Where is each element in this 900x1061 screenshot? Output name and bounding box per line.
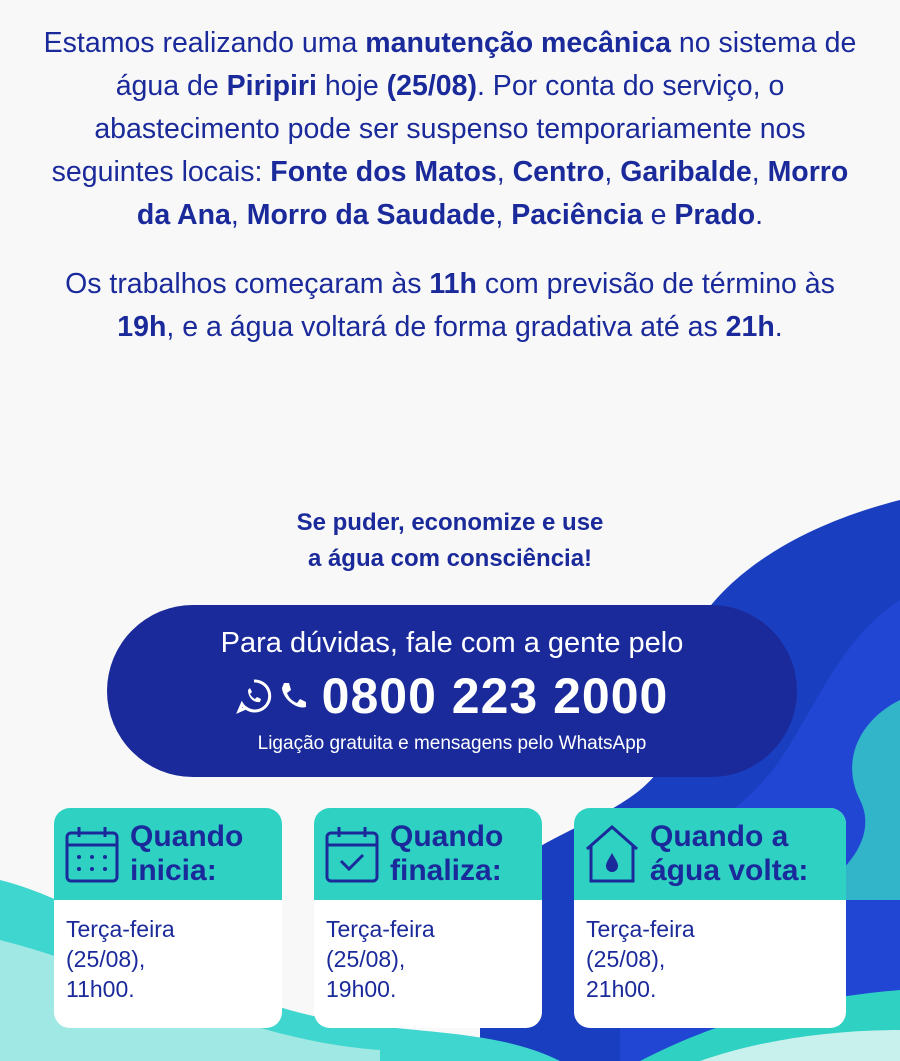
card-body <box>574 900 846 1004</box>
intro-text-segment: Os trabalhos começaram às <box>65 268 430 300</box>
card-date: (25/08), <box>586 946 666 972</box>
end-time: 19h <box>117 311 167 343</box>
location-name: Garibalde <box>620 156 752 188</box>
card-title-line-1: Quando <box>130 820 244 853</box>
phone-number[interactable]: 0800 223 2000 <box>321 668 669 724</box>
separator: , <box>751 156 768 188</box>
phone-icon <box>278 680 308 712</box>
card-end <box>314 808 542 1028</box>
separator: . <box>755 199 764 231</box>
card-body <box>54 900 282 1004</box>
intro-text-segment: . Por conta do serviço, o abastecimento pode ser suspenso temporariamente nos seguintes locais: <box>51 70 806 188</box>
card-title-line-2: inicia: <box>130 854 217 887</box>
phone-row <box>107 667 797 725</box>
card-time: 11h00. <box>66 976 135 1002</box>
card-title <box>390 820 503 888</box>
location-name: Prado <box>674 199 756 231</box>
card-day: Terça-feira <box>326 916 435 942</box>
separator: , <box>604 156 621 188</box>
intro-paragraph-2 <box>40 263 860 349</box>
card-day: Terça-feira <box>586 916 695 942</box>
card-time: 21h00. <box>586 976 657 1002</box>
location-name: Fonte dos Matos <box>270 156 497 188</box>
contact-banner <box>107 605 797 777</box>
intro-text-segment: com previsão de término às <box>476 268 835 300</box>
start-time: 11h <box>429 268 477 300</box>
return-time: 21h <box>725 311 775 343</box>
location-name: Morro da Saudade <box>246 199 496 231</box>
separator: e <box>642 199 675 231</box>
intro-text-segment: , e a água voltará de forma gradativa até as <box>166 311 726 343</box>
location-name: Morro da Ana <box>136 156 849 231</box>
intro-text-segment: no sistema de água de <box>115 27 857 102</box>
tip-line-1: Se puder, economize e use <box>296 509 604 536</box>
card-title-line-2: água volta: <box>650 854 809 887</box>
intro-text <box>40 22 860 349</box>
card-title <box>130 820 243 888</box>
calendar-check-icon <box>324 823 380 885</box>
card-time: 19h00. <box>326 976 397 1002</box>
separator: , <box>230 199 247 231</box>
whatsapp-icon <box>236 678 272 714</box>
intro-bold-segment: Piripiri <box>226 70 317 102</box>
card-header <box>54 808 282 900</box>
tip-line-2: a água com consciência! <box>307 545 593 572</box>
card-header <box>314 808 542 900</box>
contact-icons <box>236 678 308 714</box>
card-return <box>574 808 846 1028</box>
card-start <box>54 808 282 1028</box>
card-title-line-1: Quando <box>390 820 504 853</box>
save-water-tip <box>0 505 900 577</box>
location-name: Paciência <box>511 199 643 231</box>
card-title <box>650 820 808 888</box>
separator: . <box>774 311 783 343</box>
intro-bold-segment: (25/08) <box>386 70 477 102</box>
intro-paragraph-1 <box>40 22 860 237</box>
contact-lead: Para dúvidas, fale com a gente pelo <box>220 627 684 659</box>
intro-text-segment: Estamos realizando uma <box>43 27 366 59</box>
separator: , <box>496 156 513 188</box>
card-title-line-1: Quando a <box>650 820 789 853</box>
calendar-icon <box>64 823 120 885</box>
card-date: (25/08), <box>326 946 406 972</box>
intro-bold-segment: manutenção mecânica <box>365 27 671 59</box>
card-header <box>574 808 846 900</box>
card-day: Terça-feira <box>66 916 175 942</box>
contact-note: Ligação gratuita e mensagens pelo WhatsApp <box>257 733 647 754</box>
card-title-line-2: finaliza: <box>390 854 502 887</box>
card-date: (25/08), <box>66 946 146 972</box>
card-body <box>314 900 542 1004</box>
separator: , <box>495 199 512 231</box>
house-water-drop-icon <box>584 823 640 885</box>
intro-text-segment: hoje <box>316 70 387 102</box>
location-name: Centro <box>512 156 605 188</box>
